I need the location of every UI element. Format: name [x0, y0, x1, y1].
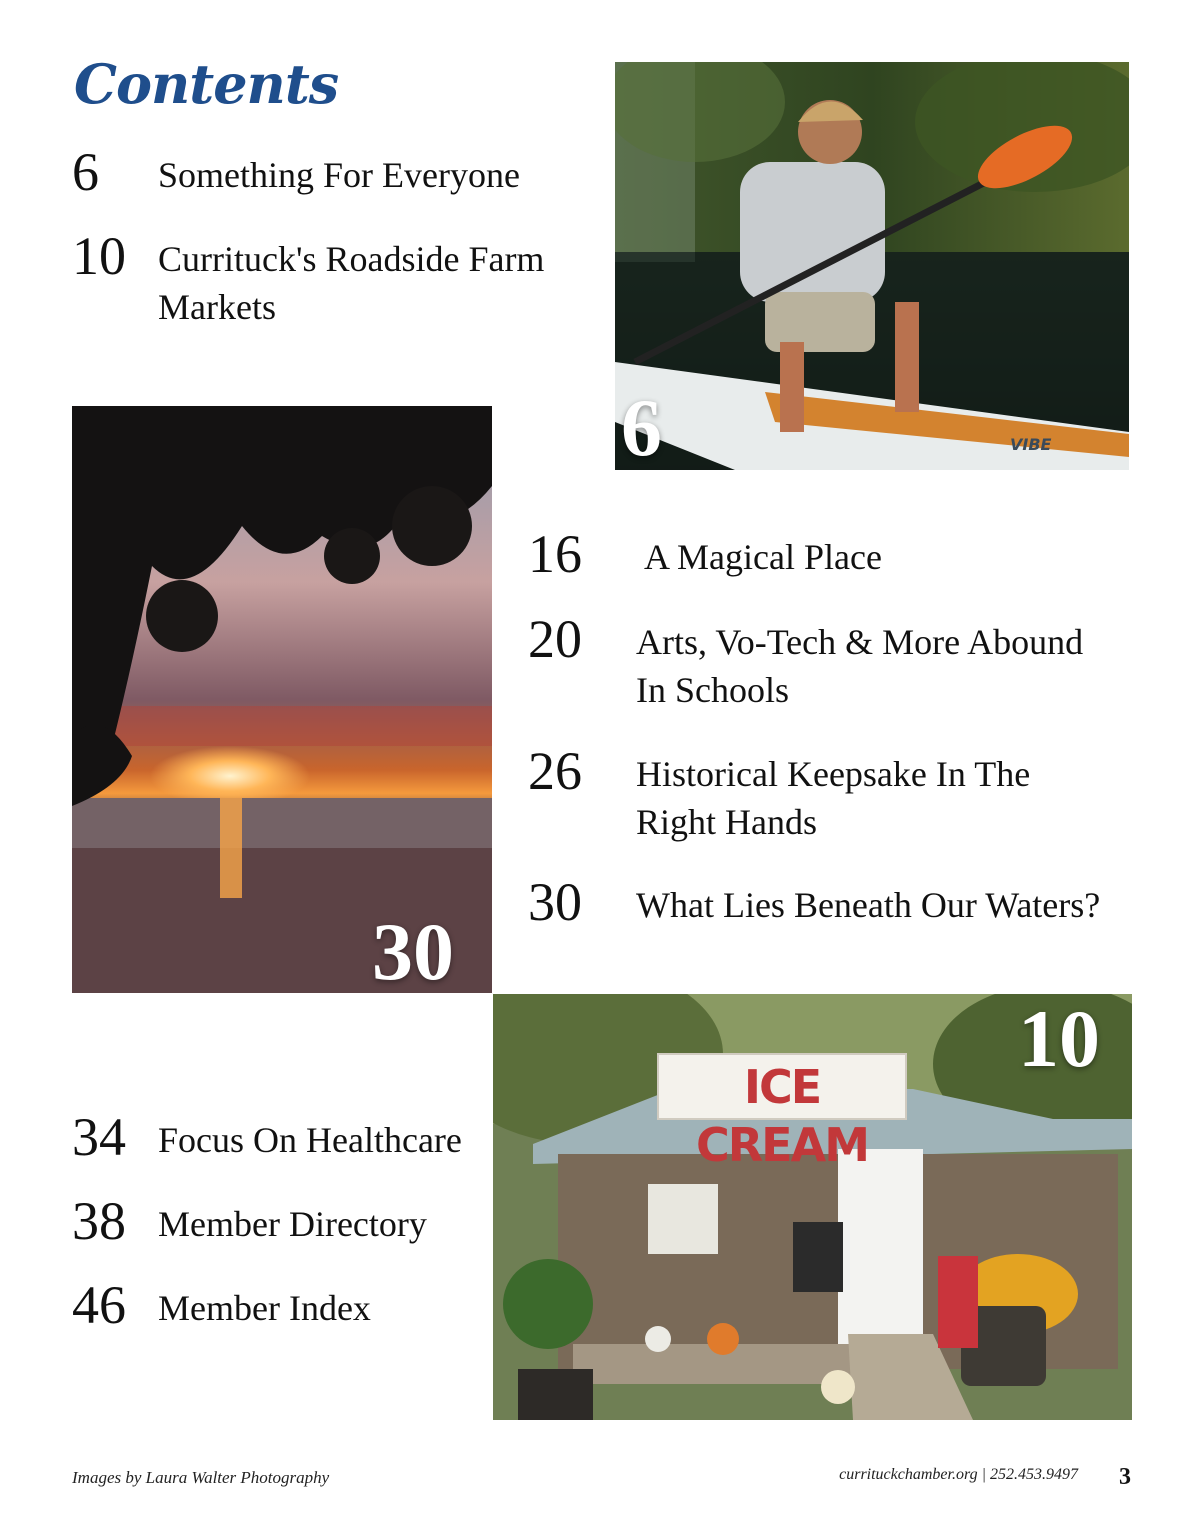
toc-page-number: 10	[72, 226, 126, 286]
toc-title: Arts, Vo-Tech & More Abound In Schools	[636, 622, 1084, 710]
toc-page-number: 16	[528, 524, 582, 584]
contact-info[interactable]: currituckchamber.org | 252.453.9497	[839, 1466, 1078, 1483]
toc-title: Member Directory	[158, 1204, 427, 1244]
toc-title: Focus On Healthcare	[158, 1120, 462, 1160]
toc-entry[interactable]	[528, 609, 1128, 722]
sunset-photo-illustration	[72, 406, 492, 993]
toc-page-number: 6	[72, 142, 99, 202]
toc-title: Currituck's Roadside Farm Markets	[158, 239, 545, 327]
toc-entry[interactable]	[528, 872, 1128, 935]
toc-page-number: 34	[72, 1107, 126, 1167]
toc-page-number: 30	[528, 872, 582, 932]
toc-title: Something For Everyone	[158, 155, 520, 195]
toc-entry[interactable]	[72, 1107, 492, 1170]
toc-page-number: 26	[528, 741, 582, 801]
photo-page-ref: 6	[621, 382, 662, 470]
kayak-photo-illustration	[615, 62, 1129, 470]
toc-page-number: 46	[72, 1275, 126, 1335]
kayak-photo[interactable]	[615, 62, 1129, 470]
toc-entry[interactable]	[528, 741, 1128, 854]
toc-entry[interactable]	[528, 524, 1128, 587]
kayak-brand-text: VIBE	[1010, 435, 1052, 454]
toc-title: Historical Keepsake In The Right Hands	[636, 754, 1031, 842]
toc-title: A Magical Place	[644, 537, 882, 577]
toc-title: What Lies Beneath Our Waters?	[636, 885, 1101, 925]
toc-entry[interactable]	[72, 1275, 492, 1338]
toc-page-number: 38	[72, 1191, 126, 1251]
page-number: 3	[1119, 1464, 1131, 1490]
ice-cream-market-photo[interactable]	[493, 994, 1132, 1420]
sunset-photo[interactable]	[72, 406, 492, 993]
toc-entry[interactable]	[72, 226, 592, 339]
ice-cream-sign-text: ICE CREAM	[696, 1060, 868, 1172]
page-title: Contents	[74, 52, 339, 116]
photo-credit: Images by Laura Walter Photography	[72, 1468, 330, 1487]
toc-entry[interactable]	[72, 1191, 492, 1254]
toc-title: Member Index	[158, 1288, 371, 1328]
photo-page-ref: 10	[1018, 994, 1100, 1084]
photo-page-ref: 30	[372, 906, 454, 993]
toc-page-number: 20	[528, 609, 582, 669]
toc-entry[interactable]	[72, 142, 592, 205]
